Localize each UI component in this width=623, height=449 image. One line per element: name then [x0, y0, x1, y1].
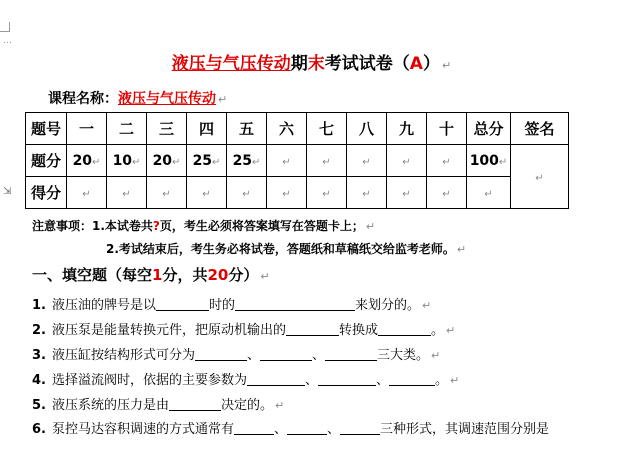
paragraph-mark-icon: ↵: [365, 220, 376, 233]
notice-line-2: 2.考试结束后，考生务必将试卷，答题纸和草稿纸交给监考老师。 ↵: [106, 242, 467, 256]
got-cell[interactable]: ↵: [147, 177, 187, 209]
answer-blank[interactable]: [378, 322, 431, 336]
header-cell: 一: [67, 113, 107, 145]
header-cell: 七: [307, 113, 347, 145]
margin-corner-mark: [0, 22, 10, 32]
got-total-cell[interactable]: ↵: [467, 177, 511, 209]
got-cell[interactable]: ↵: [227, 177, 267, 209]
points-cell: ↵: [387, 145, 427, 177]
header-cell: 五: [227, 113, 267, 145]
header-cell: 三: [147, 113, 187, 145]
question-5: 5. 液压系统的压力是由 决定的。 ↵: [32, 398, 285, 413]
paragraph-mark-icon: ↵: [218, 93, 228, 106]
got-cell[interactable]: ↵: [307, 177, 347, 209]
answer-blank[interactable]: [286, 322, 339, 336]
course-line: [48, 88, 227, 108]
score-table-points-row: [26, 145, 569, 177]
answer-blank[interactable]: [325, 347, 377, 361]
row-label: 题分: [26, 145, 67, 177]
header-cell: 总分: [467, 113, 511, 145]
header-cell: 六: [267, 113, 307, 145]
answer-blank[interactable]: [234, 421, 274, 435]
header-cell: 十: [427, 113, 467, 145]
got-cell[interactable]: ↵: [387, 177, 427, 209]
margin-mark: …: [3, 36, 12, 46]
row-label: 得分: [26, 177, 67, 209]
got-cell[interactable]: ↵: [347, 177, 387, 209]
total-points-cell: 100↵: [467, 145, 511, 177]
title-course-name: 液压与气压传动: [171, 54, 291, 74]
answer-blank[interactable]: [287, 421, 327, 435]
points-cell: ↵: [307, 145, 347, 177]
got-cell[interactable]: ↵: [187, 177, 227, 209]
paragraph-mark-icon: ↵: [456, 243, 467, 256]
question-3: 3. 液压缸按结构形式可分为 、 、 三大类。 ↵: [32, 348, 441, 363]
answer-blank[interactable]: [247, 372, 305, 386]
signature-cell[interactable]: ↵: [511, 145, 569, 209]
title-text: ）: [422, 54, 440, 74]
points-cell: 25↵: [227, 145, 267, 177]
title-text: 考试试卷（: [324, 54, 410, 74]
course-name: 液压与气压传动: [118, 91, 216, 107]
title-version: A: [409, 54, 423, 74]
score-table-got-row: [26, 177, 569, 209]
answer-blank[interactable]: [195, 347, 247, 361]
course-label: 课程名称：: [48, 91, 118, 107]
question-4: 4. 选择溢流阀时，依据的主要参数为 、 、 。 ↵: [32, 373, 460, 388]
answer-blank[interactable]: [260, 347, 312, 361]
header-cell: 签名: [511, 113, 569, 145]
title-text: 期: [290, 54, 308, 74]
question-2: 2. 液压泵是能量转换元件，把原动机输出的 转换成 。 ↵: [32, 323, 456, 338]
answer-blank[interactable]: [156, 297, 209, 311]
points-cell: 20↵: [67, 145, 107, 177]
points-cell: ↵: [267, 145, 307, 177]
points-cell: 10↵: [107, 145, 147, 177]
paragraph-mark-icon: ↵: [260, 270, 270, 283]
score-table: [25, 112, 569, 209]
question-6: 6. 泵控马达容积调速的方式通常有 、 、 三种形式，其调速范围分别是: [32, 422, 550, 437]
points-cell: ↵: [347, 145, 387, 177]
points-cell: ↵: [427, 145, 467, 177]
answer-blank[interactable]: [318, 372, 376, 386]
answer-blank[interactable]: [235, 297, 355, 311]
exam-title: [0, 49, 623, 74]
header-cell: 九: [387, 113, 427, 145]
answer-blank[interactable]: [389, 372, 435, 386]
table-move-handle-icon[interactable]: ⇲: [3, 186, 12, 197]
question-1: 1. 液压油的牌号是以 时的 来划分的。 ↵: [32, 298, 432, 313]
answer-blank[interactable]: [169, 397, 221, 411]
header-cell: 题号: [26, 113, 67, 145]
answer-blank[interactable]: [340, 421, 380, 435]
paragraph-mark-icon: ↵: [441, 59, 452, 72]
notice-line-1: 注意事项：1.本试卷共?页，考生必须将答案填写在答题卡上； ↵: [32, 219, 376, 233]
got-cell[interactable]: ↵: [267, 177, 307, 209]
header-cell: 二: [107, 113, 147, 145]
points-cell: 20↵: [147, 145, 187, 177]
score-table-header-row: [26, 113, 569, 145]
section-heading: 一、填空题（每空1分，共20分） ↵: [32, 266, 270, 284]
points-cell: 25↵: [187, 145, 227, 177]
got-cell[interactable]: ↵: [427, 177, 467, 209]
got-cell[interactable]: ↵: [107, 177, 147, 209]
title-term: 末: [307, 54, 325, 74]
header-cell: 四: [187, 113, 227, 145]
header-cell: 八: [347, 113, 387, 145]
got-cell[interactable]: ↵: [67, 177, 107, 209]
